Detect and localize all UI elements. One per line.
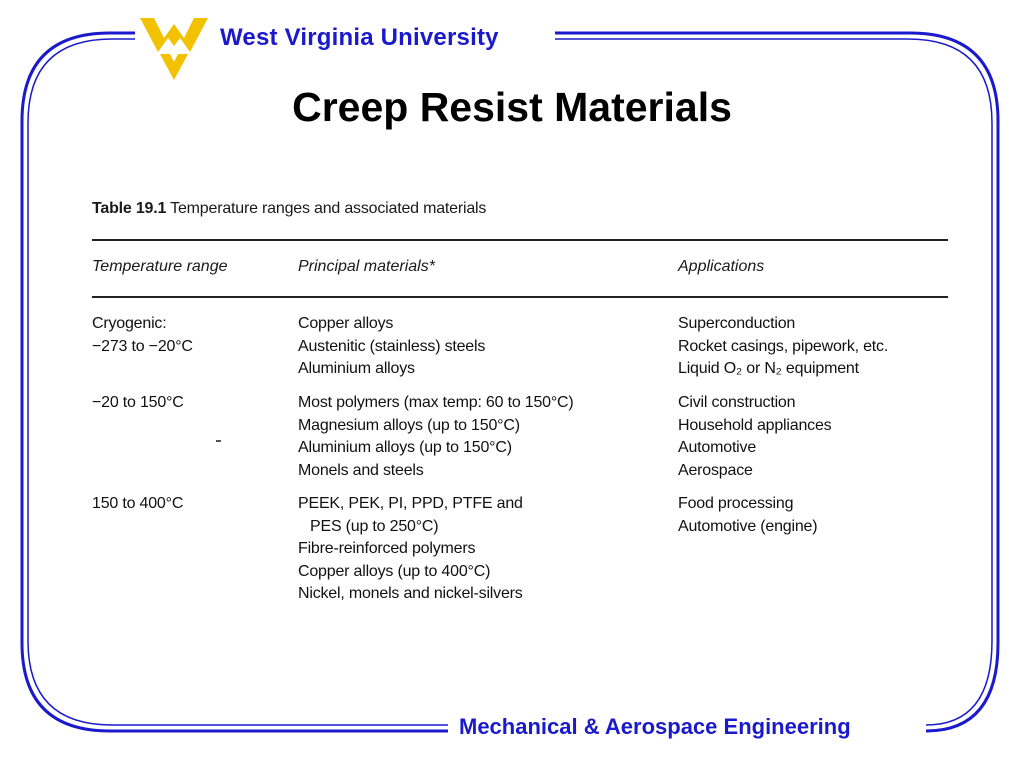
table-top-rule [92, 239, 948, 241]
material-item: PEEK, PEK, PI, PPD, PTFE and [298, 495, 523, 512]
application-item: Automotive [678, 439, 757, 456]
range-text: 150 to 400°C [92, 495, 184, 512]
table-row-2-applications [678, 392, 831, 482]
application-item: Liquid O₂ or N₂ equipment [678, 360, 859, 377]
table-row-2-materials [298, 392, 574, 482]
application-item: Automotive (engine) [678, 517, 818, 535]
table-row-3-materials [298, 493, 523, 606]
table-caption-text: Temperature ranges and associated materials [170, 200, 487, 217]
scan-speck [216, 440, 221, 442]
application-item: Superconduction [678, 315, 796, 332]
application-item: Civil construction [678, 394, 796, 411]
column-header-temperature: Temperature range [92, 258, 228, 275]
material-item: Aluminium alloys [298, 360, 415, 377]
application-item: Household appliances [678, 416, 832, 434]
university-name: West Virginia University [220, 24, 499, 51]
material-item: Monels and steels [298, 461, 424, 479]
range-text: −273 to −20°C [92, 337, 193, 355]
table-row-1-materials [298, 313, 485, 381]
table-row-3-range [92, 493, 183, 516]
material-item: Nickel, monels and nickel-silvers [298, 585, 523, 602]
material-item: Fibre-reinforced polymers [298, 540, 476, 557]
material-item: Aluminium alloys (up to 150°C) [298, 439, 512, 456]
material-item: Most polymers (max temp: 60 to 150°C) [298, 394, 574, 411]
slide-title: Creep Resist Materials [292, 84, 732, 130]
table-row-3-applications [678, 493, 817, 538]
table-header-rule [92, 296, 948, 298]
flying-wv-logo-icon [140, 14, 208, 80]
material-item: Copper alloys [298, 315, 394, 332]
table-row-2-range [92, 392, 184, 415]
application-item: Aerospace [678, 461, 753, 479]
department-footer: Mechanical & Aerospace Engineering [459, 714, 851, 739]
table-caption [92, 200, 486, 218]
material-item: Austenitic (stainless) steels [298, 337, 486, 355]
column-header-materials: Principal materials* [298, 258, 435, 275]
table-row-1-range [92, 313, 193, 358]
table-row-1-applications [678, 313, 888, 381]
material-item: Magnesium alloys (up to 150°C) [298, 416, 520, 434]
column-header-applications: Applications [678, 258, 765, 275]
material-item: Copper alloys (up to 400°C) [298, 562, 491, 580]
material-item: PES (up to 250°C) [310, 517, 439, 535]
application-item: Rocket casings, pipework, etc. [678, 337, 889, 355]
table-number: Table 19.1 [92, 200, 167, 217]
range-text: Cryogenic: [92, 315, 167, 332]
application-item: Food processing [678, 495, 794, 512]
range-text: −20 to 150°C [92, 394, 184, 411]
